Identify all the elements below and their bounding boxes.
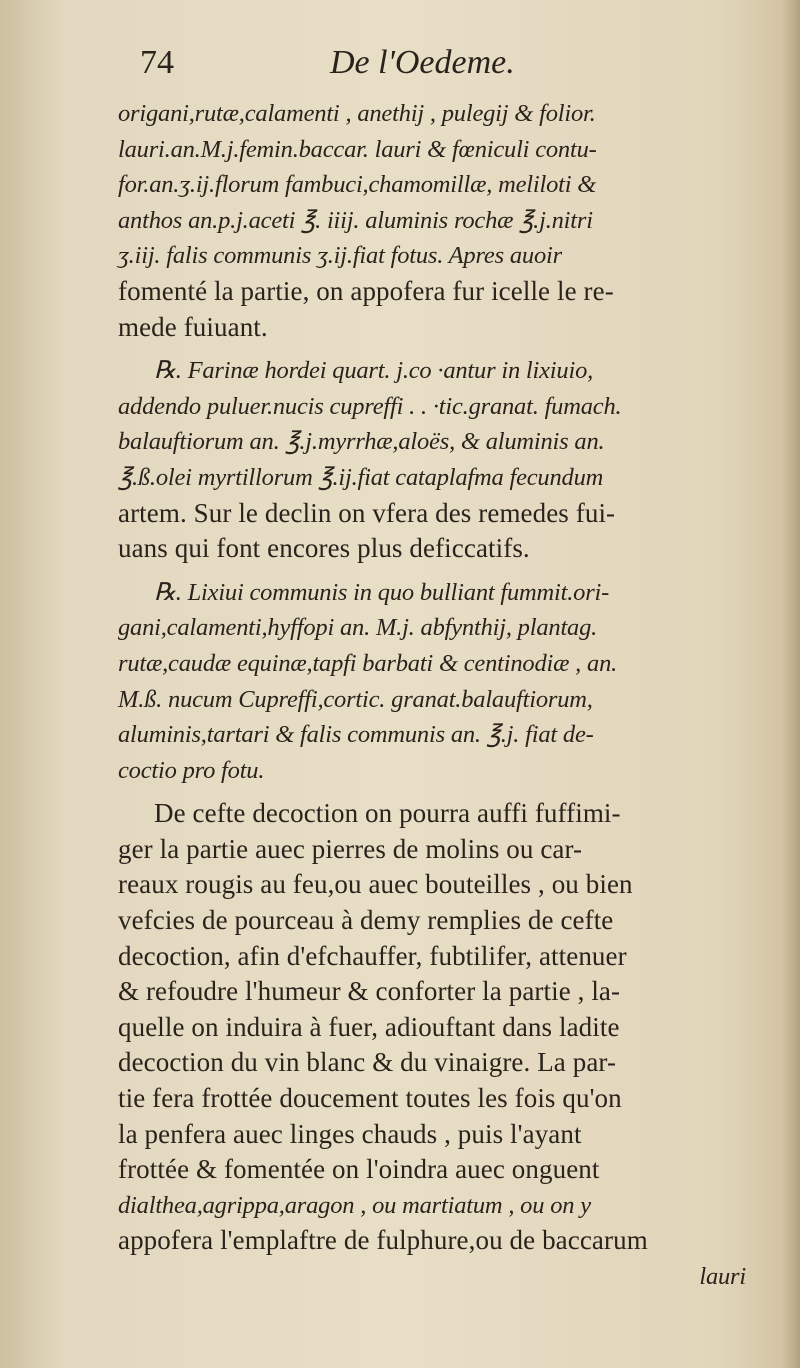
running-head: De l'Oedeme. <box>330 44 515 81</box>
text-line: la penfera auec linges chauds , puis l'ayant <box>118 1118 582 1149</box>
text-line: appofera l'emplaftre de fulphure,ou de baccarum <box>118 1225 648 1256</box>
text-line: artem. Sur le declin on vfera des remedes fui- <box>118 497 616 528</box>
text-line: decoction du vin blanc & du vinaigre. La par- <box>118 1047 617 1078</box>
text-line: & refoudre l'humeur & conforter la partie , la- <box>118 976 621 1007</box>
text-line: addendo puluer.nucis cupreffi . . ·tic.granat. fumach. <box>118 392 622 420</box>
text-line: quelle on induira à fuer, adiouftant dans ladite <box>118 1011 620 1042</box>
text-line: decoction, afin d'efchauffer, fubtilifer, attenuer <box>118 940 627 971</box>
text-line: rutæ,caudæ equinæ,tapfi barbati & centinodiæ , an. <box>118 649 618 677</box>
text-line: M.ß. nucum Cupreffi,cortic. granat.balauftiorum, <box>118 685 593 713</box>
page-number: 74 <box>140 44 174 81</box>
paragraph-start-line: De cefte decoction on pourra auffi fuffimi- <box>154 798 621 829</box>
text-line: aluminis,tartari & falis communis an. ℥.j. fiat de- <box>118 721 594 749</box>
text-line: mede fuiuant. <box>118 311 268 342</box>
body-text <box>118 96 786 1295</box>
page-header <box>140 44 700 94</box>
text-line: reaux rougis au feu,ou auec bouteilles , ou bien <box>118 869 633 900</box>
text-line: frottée & fomentée on l'oindra auec onguent <box>118 1154 600 1185</box>
text-line: ℥.ß.olei myrtillorum ℥.ij.fiat cataplafma fecundum <box>118 463 604 491</box>
text-line: tie fera frottée doucement toutes les fois qu'on <box>118 1083 622 1114</box>
catchword: lauri <box>699 1263 746 1290</box>
recipe-line: ℞. Farinæ hordei quart. j.co ·antur in lixiuio, <box>154 357 594 385</box>
text-line: ger la partie auec pierres de molins ou car- <box>118 833 583 864</box>
text-line: uans qui font encores plus deficcatifs. <box>118 533 530 564</box>
text-line: coctio pro fotu. <box>118 756 265 784</box>
text-line: anthos an.p.j.aceti ℥. iiij. aluminis rochæ ℥.j.nitri <box>118 206 593 234</box>
text-line: for.an.ʒ.ij.florum fambuci,chamomillæ, meliloti & <box>118 171 597 199</box>
text-line: gani,calamenti,hyffopi an. M.j. abfynthij, plantag. <box>118 614 598 642</box>
text-line: dialthea,agrippa,aragon , ou martiatum , ou on y <box>118 1191 591 1219</box>
text-line: fomenté la partie, on appofera fur icelle le re- <box>118 275 614 306</box>
text-line: vefcies de pourceau à demy remplies de cefte <box>118 905 614 936</box>
recipe-line: ℞. Lixiui communis in quo bulliant fummit.ori- <box>154 578 610 606</box>
text-line: balauftiorum an. ℥.j.myrrhæ,aloës, & aluminis an. <box>118 428 605 456</box>
text-line: ʒ.iij. falis communis ʒ.ij.fiat fotus. Apres auoir <box>118 242 562 270</box>
text-line: origani,rutæ,calamenti , anethij , pulegij & folior. <box>118 100 596 127</box>
text-line: lauri.an.M.j.femin.baccar. lauri & fœniculi contu- <box>118 135 597 163</box>
